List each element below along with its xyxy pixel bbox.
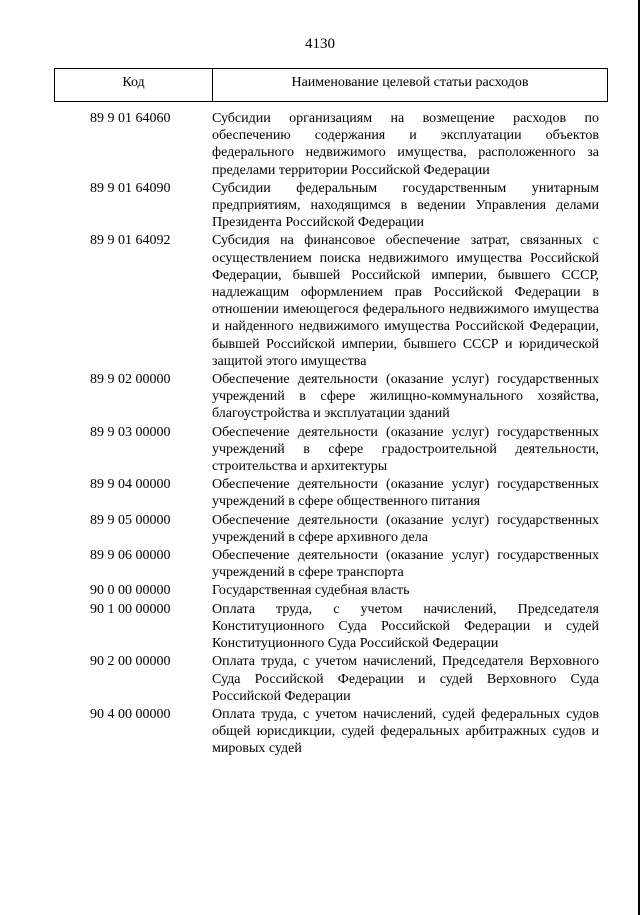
table-row [54,512,608,546]
row-text: Обеспечение деятельности (оказание услуг) государственных учреждений в сфере транспорта [212,548,599,581]
row-code: 90 1 00 00000 [90,601,171,617]
row-code: 89 9 02 00000 [90,372,171,388]
row-code: 89 9 03 00000 [90,424,171,440]
row-code: 89 9 05 00000 [90,512,171,528]
column-header-name: Наименование целевой статьи расходов [291,75,529,90]
row-code: 89 9 06 00000 [90,548,171,564]
expense-items-list [54,110,608,758]
row-text: Государственная судебная власть [212,583,410,599]
table-row [54,706,608,758]
row-text: Оплата труда, с учетом начислений, Председателя Конституционного Суда Российской Федерации и судей Конституционного Суда Российской Федерации [212,601,599,652]
table-row [54,232,608,370]
table-row [54,653,608,705]
table-row [54,601,608,653]
row-text: Обеспечение деятельности (оказание услуг) государственных учреждений в сфере жилищно-коммунального хозяйства, благоустройства и эксплуатации зданий [212,372,599,422]
row-text: Оплата труда, с учетом начислений, Председателя Верховного Суда Российской Федерации и судей Верховного Суда Российской Федерации [212,654,599,704]
row-code: 90 4 00 00000 [90,706,171,722]
row-text: Субсидии федеральным государственным унитарным предприятиям, находящимся в ведении Управления делами Президента Российской Федерации [212,180,599,231]
row-code: 89 9 01 64092 [90,233,171,249]
row-code: 90 2 00 00000 [90,654,171,670]
row-text: Обеспечение деятельности (оказание услуг) государственных учреждений в сфере градостроительной деятельности, строительства и архитектуры [212,424,599,475]
row-text: Оплата труда, с учетом начислений, судей федеральных судов общей юрисдикции, судей федеральных арбитражных судов и мировых судей [212,706,599,757]
column-header-code: Код [55,69,213,101]
table-row [54,547,608,581]
row-code: 89 9 01 64090 [90,180,171,196]
row-text: Субсидии организациям на возмещение расходов по обеспечению содержания и эксплуатации объектов федерального недвижимого имущества, расположенного за пределами территории Российской Федерации [212,111,599,178]
page-number: 4130 [305,36,335,52]
row-code: 89 9 04 00000 [90,477,171,493]
table-row [54,476,608,510]
table-row [54,371,608,423]
table-row [54,582,608,599]
row-text: Обеспечение деятельности (оказание услуг) государственных учреждений в сфере архивного дела [212,512,599,545]
row-text: Субсидия на финансовое обеспечение затрат, связанных с осуществлением поиска недвижимого имущества Российской Федерации, бывшей Российской империи, бывшего СССР, надлежащим оформлением прав Российской Федерации в отношении имеющегося федерального недвижимого имущества и найденного недвижимого имущества Российской Федерации, бывшей Российской империи, бывшего СССР и юридической защитой этого имущества [212,233,599,369]
table-row [54,424,608,476]
row-text: Обеспечение деятельности (оказание услуг) государственных учреждений в сфере общественного питания [212,477,599,510]
table-header [54,68,608,102]
row-code: 89 9 01 64060 [90,111,171,126]
row-code: 90 0 00 00000 [90,583,171,599]
table-row [54,180,608,232]
table-row [54,110,608,179]
